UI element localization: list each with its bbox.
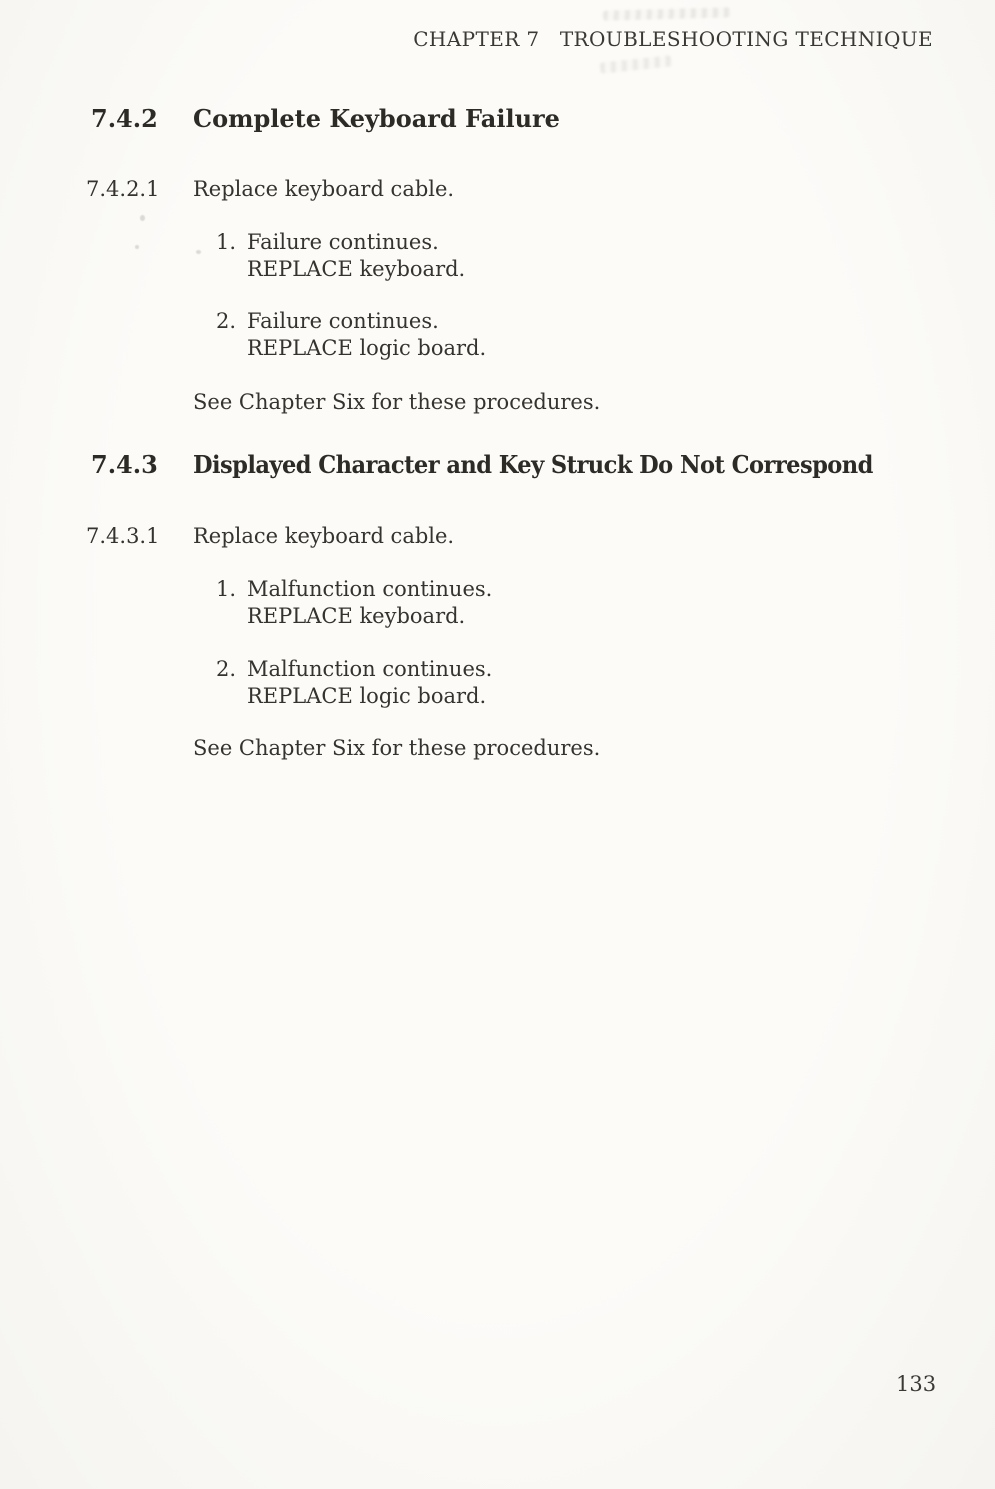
running-header: CHAPTER 7 TROUBLESHOOTING TECHNIQUE <box>413 27 933 51</box>
step-line-2: REPLACE keyboard. <box>247 604 466 628</box>
step-text <box>247 229 465 283</box>
step-marker: 2. <box>216 309 237 333</box>
step-line-2: REPLACE keyboard. <box>247 257 466 281</box>
section-title: Displayed Character and Key Struck Do Not Correspond <box>193 450 873 479</box>
step-marker: 1. <box>216 577 237 601</box>
step-line-1: Failure continues. <box>247 230 439 254</box>
scan-artifact-smudge <box>603 7 731 20</box>
subsection-text: Replace keyboard cable. <box>193 524 455 548</box>
scan-artifact-speck <box>140 215 145 221</box>
step-line-1: Malfunction continues. <box>247 657 493 681</box>
subsection-number: 7.4.3.1 <box>86 524 160 548</box>
step-text <box>247 308 486 362</box>
step-line-2: REPLACE logic board. <box>247 684 487 708</box>
procedure-note: See Chapter Six for these procedures. <box>193 736 601 760</box>
step-marker: 2. <box>216 657 237 681</box>
subsection-number: 7.4.2.1 <box>86 177 160 201</box>
scan-artifact-smudge <box>600 55 673 73</box>
scan-artifact-speck <box>196 250 201 254</box>
section-number: 7.4.3 <box>91 450 158 479</box>
step-marker: 1. <box>216 230 237 254</box>
page-number: 133 <box>896 1372 937 1396</box>
step-line-2: REPLACE logic board. <box>247 336 487 360</box>
step-line-1: Malfunction continues. <box>247 577 493 601</box>
subsection-text: Replace keyboard cable. <box>193 177 455 201</box>
step-text <box>247 656 492 710</box>
section-number: 7.4.2 <box>91 104 158 133</box>
step-line-1: Failure continues. <box>247 309 439 333</box>
section-title: Complete Keyboard Failure <box>193 104 560 133</box>
procedure-note: See Chapter Six for these procedures. <box>193 390 601 414</box>
scan-artifact-speck <box>135 245 139 249</box>
step-text <box>247 576 492 630</box>
